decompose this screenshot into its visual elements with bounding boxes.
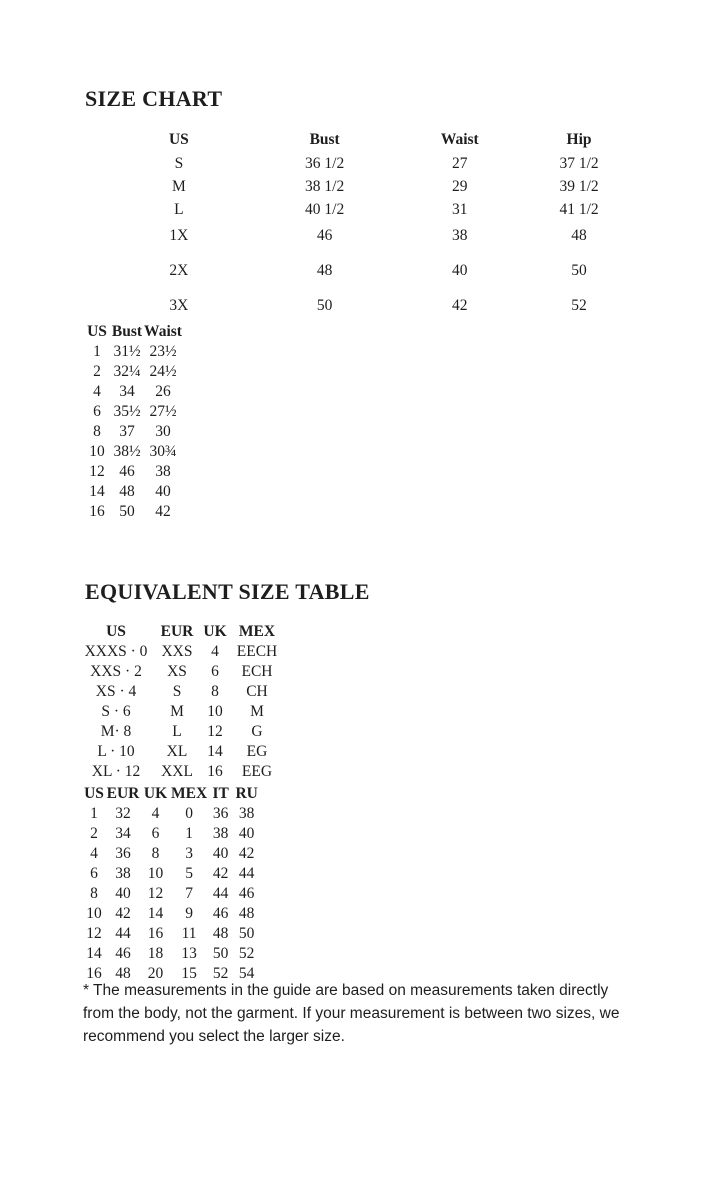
- table-cell: 32: [115, 805, 131, 822]
- table-cell: 41 1/2: [559, 200, 599, 218]
- table-cell: 8: [93, 423, 101, 440]
- size-chart-numeric-table: [84, 322, 182, 522]
- table-cell: 40: [155, 483, 171, 500]
- column-header: Waist: [440, 131, 479, 148]
- column-header: MEX: [171, 785, 208, 802]
- table-cell: XS · 4: [95, 683, 137, 700]
- table-row: [78, 702, 284, 722]
- table-cell: 52: [571, 296, 587, 314]
- column-header: Bust: [111, 323, 143, 340]
- table-cell: 48: [119, 483, 135, 500]
- table-cell: 13: [181, 945, 197, 962]
- table-cell: 8: [90, 885, 98, 902]
- table-cell: 40: [212, 845, 229, 862]
- table-row: [78, 662, 284, 682]
- equivalent-numeric-table: [82, 784, 259, 984]
- table-row: [82, 884, 259, 904]
- table-cell: 6: [90, 865, 98, 882]
- column-header: Hip: [566, 131, 592, 148]
- table-cell: M· 8: [100, 723, 132, 740]
- column-header: IT: [212, 785, 229, 802]
- table-cell: 48: [571, 226, 587, 244]
- table-cell: 38: [115, 865, 131, 882]
- table-row: [110, 175, 640, 198]
- footnote: [83, 979, 619, 1048]
- table-row: [110, 282, 640, 317]
- table-cell: 16: [86, 965, 102, 982]
- table-cell: 7: [185, 885, 193, 902]
- table-cell: 5: [185, 865, 193, 882]
- table-cell: 34: [115, 825, 131, 842]
- header-row: [78, 622, 284, 642]
- table-cell: 20: [147, 965, 164, 982]
- table-cell: S · 6: [101, 703, 131, 720]
- table-cell: 42: [452, 296, 468, 314]
- table-cell: 10: [89, 443, 105, 460]
- table-cell: 16: [147, 925, 164, 942]
- table-row: [84, 502, 182, 522]
- table-row: [84, 402, 182, 422]
- table-row: [78, 762, 284, 782]
- table-row: [84, 462, 182, 482]
- table-cell: G: [251, 723, 263, 740]
- table-cell: 14: [89, 483, 105, 500]
- table-cell: 29: [452, 177, 468, 195]
- table-cell: 34: [119, 383, 135, 400]
- table-cell: XXXS · 0: [84, 643, 148, 660]
- equivalent-numeric-rows: [82, 804, 259, 984]
- table-cell: M: [170, 703, 184, 720]
- table-cell: L · 10: [97, 743, 135, 760]
- table-cell: 23½: [149, 343, 177, 360]
- table-row: [78, 742, 284, 762]
- table-cell: 30: [155, 423, 171, 440]
- table-cell: 27½: [149, 403, 177, 420]
- table-cell: 50: [238, 925, 255, 942]
- table-cell: 39 1/2: [559, 177, 599, 195]
- table-cell: EECH: [236, 643, 278, 660]
- table-cell: 9: [185, 905, 193, 922]
- table-row: [82, 924, 259, 944]
- footnote-line: * The measurements in the guide are based on measurements taken directly: [83, 982, 609, 999]
- size-chart-title: SIZE CHART: [85, 86, 223, 111]
- table-cell: 44: [115, 925, 131, 942]
- table-cell: 1: [90, 805, 98, 822]
- table-cell: 44: [238, 865, 255, 882]
- table-cell: 10: [86, 905, 102, 922]
- table-cell: 31: [452, 200, 468, 218]
- table-cell: 42: [212, 865, 229, 882]
- table-cell: XXL: [161, 763, 193, 780]
- table-cell: EG: [246, 743, 268, 760]
- table-row: [110, 247, 640, 282]
- table-cell: 50: [316, 296, 333, 314]
- table-row: [84, 382, 182, 402]
- table-cell: 36: [115, 845, 131, 862]
- column-header: US: [84, 785, 104, 802]
- table-row: [84, 342, 182, 362]
- table-cell: L: [172, 723, 182, 740]
- table-cell: 2X: [169, 261, 189, 279]
- column-header: UK: [203, 623, 227, 640]
- table-row: [82, 824, 259, 844]
- table-cell: 38 1/2: [305, 177, 345, 195]
- table-cell: 48: [316, 261, 333, 279]
- table-row: [84, 422, 182, 442]
- table-row: [78, 682, 284, 702]
- column-header: US: [168, 131, 189, 148]
- header-row: [82, 784, 259, 804]
- table-cell: 32¼: [113, 363, 141, 380]
- table-cell: 6: [151, 825, 160, 842]
- table-cell: CH: [246, 683, 268, 700]
- column-header: Bust: [309, 131, 340, 148]
- table-cell: 12: [89, 463, 105, 480]
- table-cell: 42: [115, 905, 131, 922]
- table-cell: 14: [207, 743, 223, 760]
- table-cell: 38: [452, 226, 468, 244]
- table-cell: 10: [147, 865, 164, 882]
- table-cell: 16: [207, 763, 223, 780]
- numeric-table-rows: [84, 342, 182, 522]
- table-cell: 37: [119, 423, 135, 440]
- table-row: [84, 442, 182, 462]
- table-cell: 12: [147, 885, 164, 902]
- table-cell: XXS · 2: [90, 663, 142, 680]
- table-cell: 52: [238, 945, 255, 962]
- equivalent-size-table-title: EQUIVALENT SIZE TABLE: [85, 579, 370, 604]
- table-cell: XXS: [161, 643, 193, 660]
- header-row: [110, 128, 640, 152]
- table-cell: ECH: [241, 663, 273, 680]
- table-cell: 8: [211, 683, 219, 700]
- table-cell: 40 1/2: [305, 200, 345, 218]
- table-cell: 3X: [169, 296, 189, 314]
- equivalent-letter-rows: [78, 642, 284, 782]
- table-row: [84, 482, 182, 502]
- table-row: [110, 221, 640, 247]
- table-cell: 38: [155, 463, 171, 480]
- table-cell: M: [172, 177, 186, 195]
- column-header: Waist: [144, 323, 182, 340]
- table-cell: M: [250, 703, 264, 720]
- table-cell: 14: [86, 945, 102, 962]
- table-cell: 42: [155, 503, 171, 520]
- table-cell: 27: [452, 154, 468, 172]
- table-cell: XL · 12: [91, 763, 141, 780]
- equivalent-letter-table: [78, 622, 284, 782]
- table-cell: 42: [238, 845, 255, 862]
- table-cell: 50: [119, 503, 135, 520]
- table-cell: 50: [571, 261, 587, 279]
- table-cell: 0: [185, 805, 193, 822]
- size-chart-letter-table: [110, 128, 640, 317]
- table-cell: 10: [207, 703, 223, 720]
- table-cell: 50: [212, 945, 229, 962]
- table-cell: 44: [212, 885, 229, 902]
- table-cell: 48: [212, 925, 229, 942]
- table-cell: 40: [115, 885, 131, 902]
- table-cell: 36: [212, 805, 229, 822]
- table-cell: 1: [93, 343, 101, 360]
- table-cell: 30¾: [149, 443, 177, 460]
- column-header: US: [87, 323, 107, 340]
- table-row: [82, 864, 259, 884]
- table-row: [82, 944, 259, 964]
- table-cell: 8: [151, 845, 160, 862]
- column-header: EUR: [106, 785, 140, 802]
- table-cell: 15: [181, 965, 197, 982]
- table-cell: 12: [86, 925, 102, 942]
- table-row: [110, 198, 640, 221]
- column-header: RU: [235, 785, 258, 802]
- table-cell: 40: [452, 261, 468, 279]
- table-cell: XS: [167, 663, 187, 680]
- table-cell: 4: [90, 845, 98, 862]
- table-cell: 24½: [149, 363, 177, 380]
- table-cell: 36 1/2: [305, 154, 345, 172]
- letter-table-regular-rows: [110, 152, 640, 221]
- column-header: EUR: [160, 623, 194, 640]
- table-row: [82, 844, 259, 864]
- table-cell: 4: [211, 643, 219, 660]
- table-cell: 38½: [113, 443, 141, 460]
- table-cell: 38: [238, 805, 255, 822]
- table-cell: 54: [238, 965, 255, 982]
- table-cell: 48: [115, 965, 131, 982]
- table-cell: 2: [90, 825, 98, 842]
- footnote-line: recommend you select the larger size.: [83, 1028, 345, 1045]
- table-cell: 31½: [113, 343, 141, 360]
- header-row: [84, 322, 182, 342]
- table-row: [84, 362, 182, 382]
- table-cell: 4: [151, 805, 160, 822]
- column-header: US: [106, 623, 126, 640]
- table-cell: 2: [93, 363, 101, 380]
- table-cell: 46: [212, 905, 229, 922]
- table-cell: S: [172, 683, 182, 700]
- table-row: [82, 904, 259, 924]
- table-cell: XL: [166, 743, 188, 760]
- letter-table-extended-rows: [110, 221, 640, 317]
- table-cell: 46: [115, 945, 131, 962]
- table-cell: 1: [185, 825, 193, 842]
- table-cell: 6: [211, 663, 219, 680]
- table-cell: 37 1/2: [559, 154, 599, 172]
- table-cell: 38: [212, 825, 229, 842]
- table-cell: 3: [185, 845, 193, 862]
- table-cell: 46: [316, 226, 333, 244]
- table-cell: 46: [238, 885, 255, 902]
- table-cell: 18: [147, 945, 164, 962]
- table-cell: 16: [89, 503, 105, 520]
- table-row: [78, 642, 284, 662]
- column-header: MEX: [238, 623, 276, 640]
- table-cell: L: [174, 200, 184, 218]
- table-cell: EEG: [241, 763, 273, 780]
- table-cell: 6: [93, 403, 101, 420]
- table-cell: 35½: [113, 403, 141, 420]
- table-cell: 48: [238, 905, 255, 922]
- table-cell: 14: [147, 905, 164, 922]
- table-cell: 12: [207, 723, 223, 740]
- table-cell: 26: [155, 383, 171, 400]
- table-cell: 46: [119, 463, 135, 480]
- table-cell: 11: [181, 925, 197, 942]
- table-row: [78, 722, 284, 742]
- table-cell: S: [174, 154, 184, 172]
- table-cell: 40: [238, 825, 255, 842]
- column-header: UK: [143, 785, 168, 802]
- footnote-line: from the body, not the garment. If your measurement is between two sizes, we: [83, 1005, 620, 1022]
- table-row: [110, 152, 640, 175]
- table-cell: 52: [212, 965, 229, 982]
- table-cell: 1X: [169, 226, 189, 244]
- table-cell: 4: [93, 383, 101, 400]
- table-row: [82, 804, 259, 824]
